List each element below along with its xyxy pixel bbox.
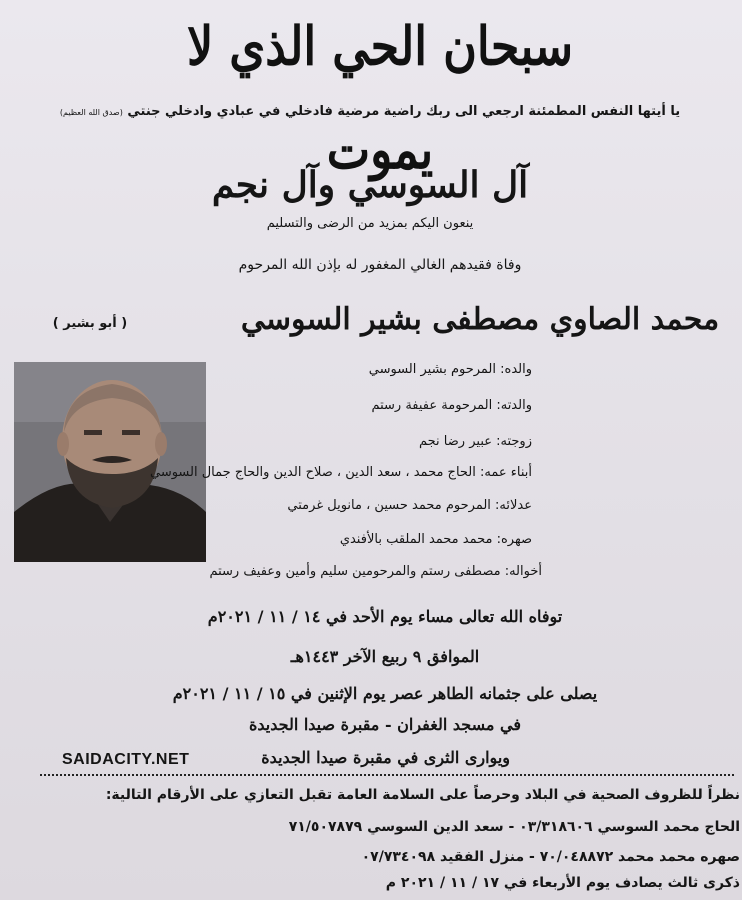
verse-source: (صدق الله العظيم) (59, 108, 123, 117)
burial-line: ويوارى الثرى في مقبرة صيدا الجديدة (261, 748, 510, 767)
site-watermark: SAIDACITY.NET (62, 751, 190, 768)
deceased-name: محمد الصاوي مصطفى بشير السوسي (240, 302, 720, 337)
funeral-location: في مسجد الغفران - مقبرة صيدا الجديدة (248, 715, 521, 734)
relative-maternal-uncles: أخواله: مصطفى رستم والمرحومين سليم وأمين وعفيف رستم (209, 564, 542, 579)
verse-text: يا أيتها النفس المطمئنة ارجعي الى ربك راضية مرضية فادخلي في عبادي وادخلي جنتي (127, 104, 681, 119)
divider (40, 774, 734, 776)
death-date: توفاه الله تعالى مساء يوم الأحد في ١٤ / ١١ / ٢٠٢١م (207, 607, 563, 626)
mourning-line: ينعون اليكم بمزيد من الرضى والتسليم (266, 216, 474, 231)
death-announcement: وفاة فقيدهم الغالي المغفور له بإذن الله المرحوم (238, 257, 522, 273)
quran-verse (20, 102, 720, 123)
relative-in-laws: عدلائه: المرحوم محمد حسين ، مانويل غرمتي (287, 498, 532, 513)
condolences-numbers-1: الحاج محمد السوسي ٠٣/٣١٨٦٠٦ - سعد الدين السوسي ٧١/٥٠٧٨٧٩ (288, 819, 740, 835)
condolences-notice: نظراً للظروف الصحية في البلاد وحرصاً على السلامة العامة تقبل التعازي على الأرقام التالية: (105, 787, 740, 803)
hijri-date: الموافق ٩ ربيع الآخر ١٤٤٣هـ (290, 647, 480, 666)
families-title: آل السوسي وآل نجم (211, 164, 529, 206)
relative-mother: والدته: المرحومة عفيفة رستم (371, 398, 532, 413)
funeral-prayer: يصلى على جثمانه الطاهر عصر يوم الإثنين في ١٥ / ١١ / ٢٠٢١م (172, 684, 598, 703)
relative-son-in-law: صهره: محمد محمد الملقب بالأفندي (339, 532, 532, 547)
deceased-nickname: ( أبو بشير ) (52, 316, 128, 331)
relative-wife: زوجته: عبير رضا نجم (419, 434, 532, 449)
header-calligraphy: سبحان الحي الذي لا يموت (187, 15, 573, 181)
relative-father: والده: المرحوم بشير السوسي (368, 362, 532, 377)
condolences-numbers-2: صهره محمد محمد ٧٠/٠٤٨٨٧٢ - منزل الفقيد ٠٧/٧٣٤٠٩٨ (361, 849, 740, 865)
relative-cousins: أبناء عمه: الحاج محمد ، سعد الدين ، صلاح الدين والحاج جمال السوسي (149, 465, 532, 480)
third-day-remembrance: ذكرى ثالث يصادف يوم الأربعاء في ١٧ / ١١ / ٢٠٢١ م (385, 875, 740, 891)
